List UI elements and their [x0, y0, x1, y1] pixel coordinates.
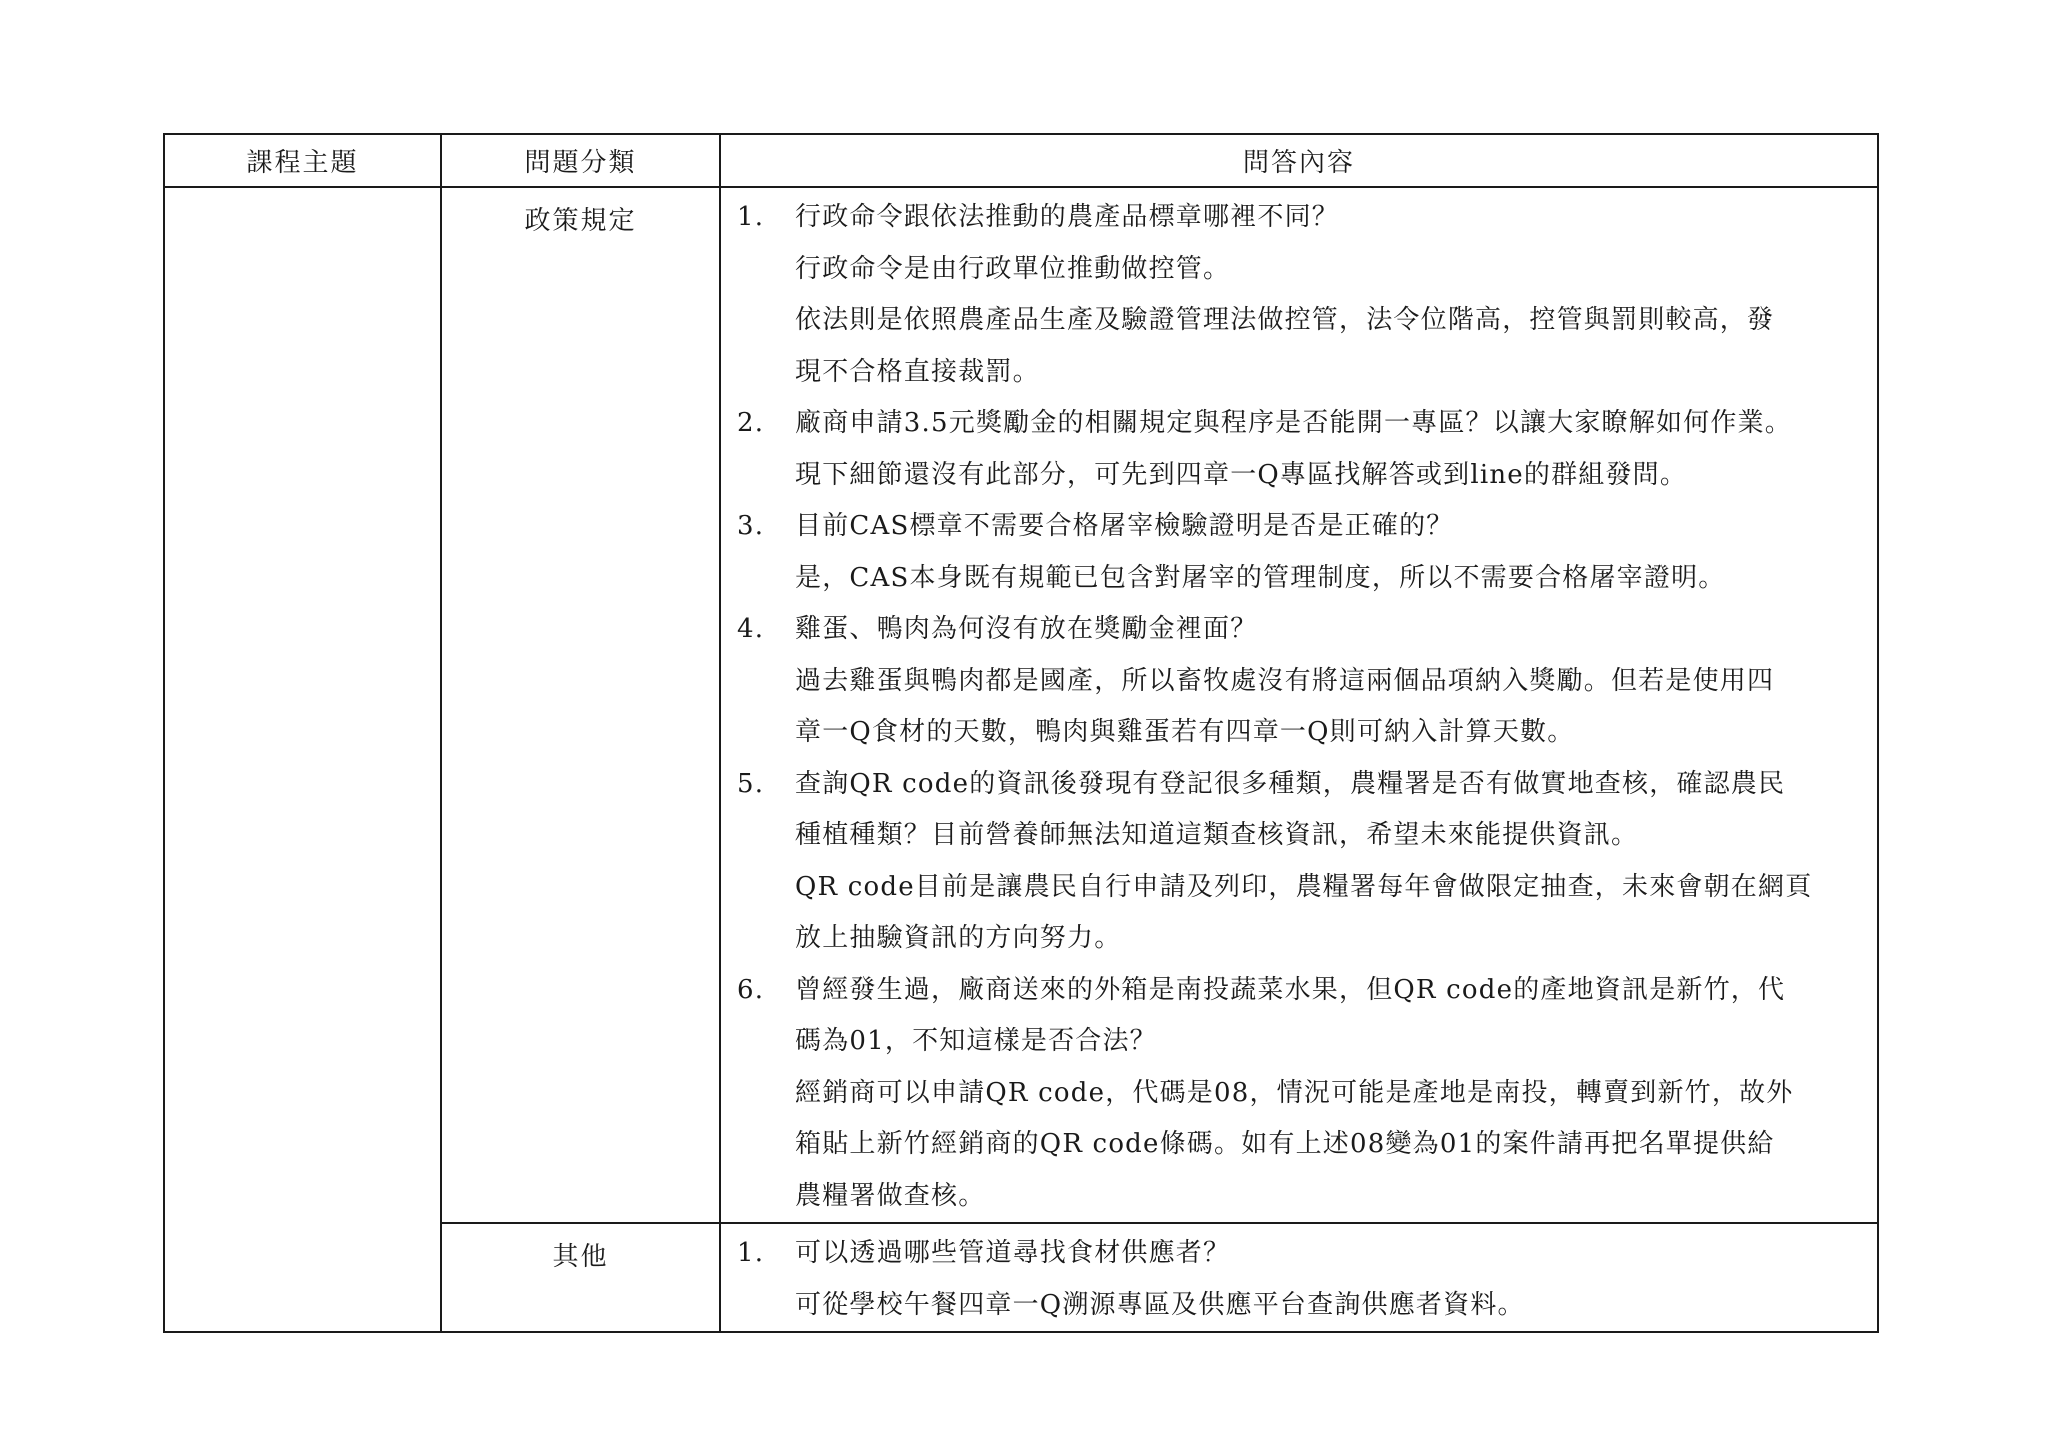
qa-text-line: 是，CAS本身既有規範已包含對屠宰的管理制度，所以不需要合格屠宰證明。: [795, 562, 1726, 593]
qa-table: [163, 133, 1879, 1333]
qa-item: [721, 604, 1877, 759]
qa-text-line: 可從學校午餐四章一Q溯源專區及供應平台查詢供應者資料。: [795, 1289, 1525, 1320]
qa-text-line: 可以透過哪些管道尋找食材供應者？: [795, 1238, 1231, 1268]
qa-item-number: 2.: [737, 408, 765, 438]
qa-text-line: 過去雞蛋與鴨肉都是國產，所以畜牧處沒有將這兩個品項納入獎勵。但若是使用四: [795, 665, 1775, 696]
qa-text-line: 現下細節還沒有此部分，可先到四章一Q專區找解答或到line的群組發問。: [795, 459, 1688, 490]
header-row: [164, 134, 1878, 187]
qa-text-line: 碼為01，不知這樣是否合法？: [795, 1026, 1157, 1056]
qa-item-number: 5.: [737, 768, 765, 799]
qa-text-line: 廠商申請3.5元獎勵金的相關規定與程序是否能開一專區？以讓大家瞭解如何作業。: [795, 408, 1792, 438]
qa-item-number: 3.: [737, 511, 765, 541]
qa-text-line: 經銷商可以申請QR code，代碼是08，情況可能是產地是南投，轉賣到新竹，故外: [795, 1077, 1794, 1108]
header-content: 問答內容: [720, 134, 1878, 187]
topic-cell: [164, 187, 441, 1332]
qa-item: [721, 759, 1877, 965]
qa-text-line: 現不合格直接裁罰。: [795, 356, 1040, 387]
qa-item: [721, 398, 1877, 501]
qa-text-line: 放上抽驗資訊的方向努力。: [795, 923, 1122, 953]
qa-item-number: 1.: [737, 202, 765, 232]
qa-item: [721, 965, 1877, 1223]
qa-text-line: 行政命令是由行政單位推動做控管。: [795, 253, 1231, 284]
header-category: 問題分類: [441, 134, 720, 187]
qa-item-number: 4.: [737, 614, 765, 644]
category-cell: 政策規定: [441, 187, 720, 1223]
qa-text-line: 種植種類？目前營養師無法知道這類查核資訊，希望未來能提供資訊。: [795, 820, 1639, 850]
qa-item: [721, 501, 1877, 604]
qa-text-line: 行政命令跟依法推動的農產品標章哪裡不同？: [795, 202, 1340, 232]
answer-cell: [720, 1223, 1878, 1332]
qa-item: [721, 1228, 1877, 1331]
qa-item-number: 1.: [737, 1238, 765, 1268]
category-cell: 其他: [441, 1223, 720, 1332]
qa-text-line: QR code目前是讓農民自行申請及列印，農糧署每年會做限定抽查，未來會朝在網頁: [795, 871, 1813, 902]
qa-text-line: 依法則是依照農產品生產及驗證管理法做控管，法令位階高，控管與罰則較高，發: [795, 305, 1775, 335]
qa-item: [721, 192, 1877, 398]
qa-text-line: 箱貼上新竹經銷商的QR code條碼。如有上述08變為01的案件請再把名單提供給: [795, 1129, 1775, 1159]
qa-text-line: 查詢QR code的資訊後發現有登記很多種類，農糧署是否有做實地查核，確認農民: [795, 768, 1786, 799]
section-row: [164, 187, 1878, 1223]
qa-body: [164, 187, 1878, 1332]
qa-text-line: 雞蛋、鴨肉為何沒有放在獎勵金裡面？: [795, 614, 1258, 644]
qa-text-line: 目前CAS標章不需要合格屠宰檢驗證明是否是正確的？: [795, 511, 1454, 541]
answer-cell: [720, 187, 1878, 1223]
qa-text-line: 曾經發生過，廠商送來的外箱是南投蔬菜水果，但QR code的產地資訊是新竹，代: [795, 974, 1786, 1005]
qa-item-number: 6.: [737, 974, 765, 1005]
header-topic: 課程主題: [164, 134, 441, 187]
qa-text-line: 農糧署做查核。: [795, 1180, 986, 1211]
qa-text-line: 章一Q食材的天數，鴨肉與雞蛋若有四章一Q則可納入計算天數。: [795, 717, 1575, 747]
